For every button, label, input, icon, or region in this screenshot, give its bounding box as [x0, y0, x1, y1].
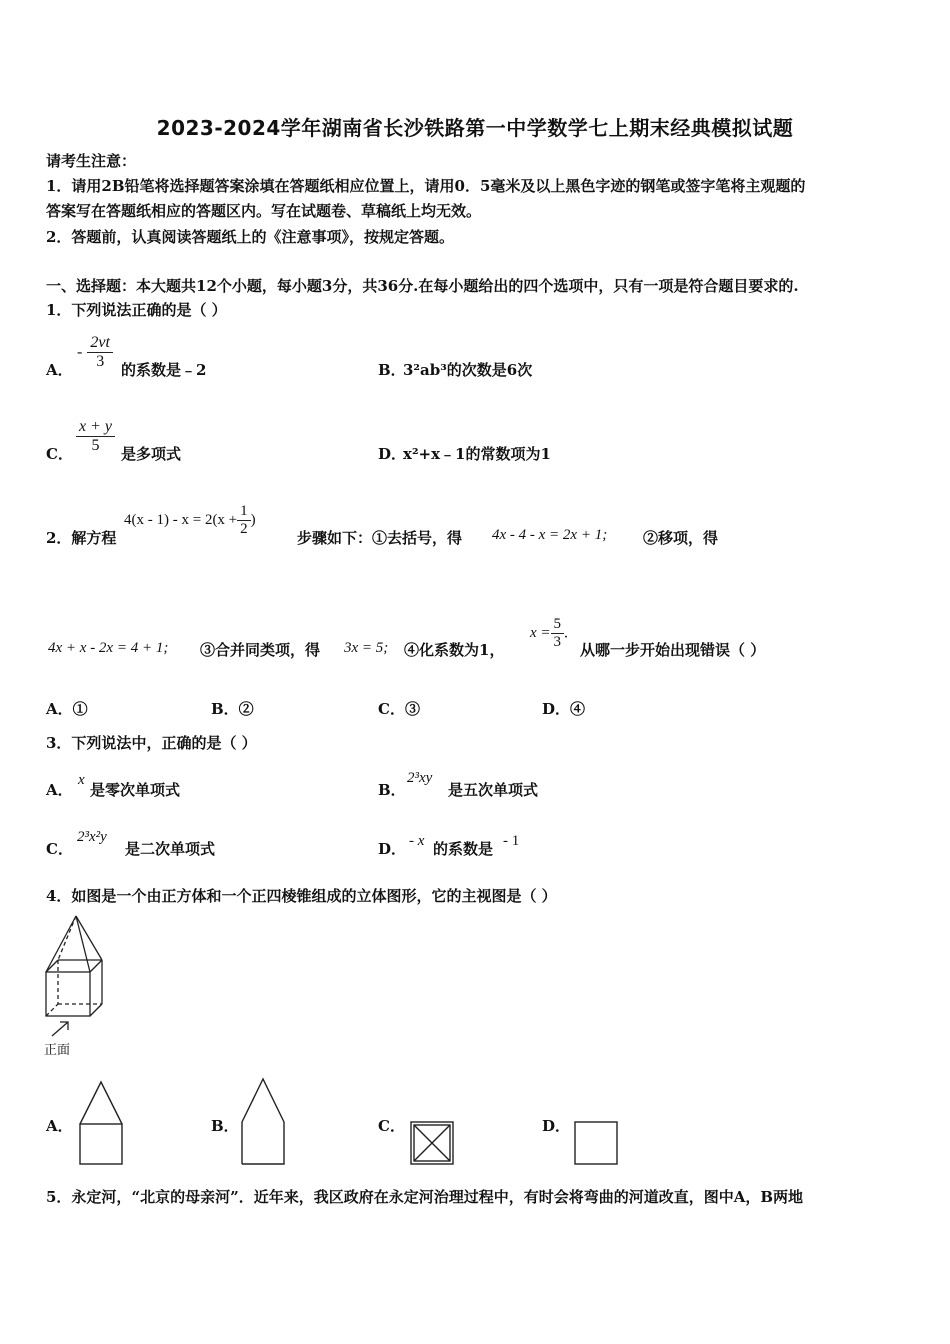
q3-option-c-text: 是二次单项式: [125, 840, 216, 858]
q2-step2-expression: 4x + x - 2x = 4 + 1;: [48, 640, 169, 656]
q1-a-denominator: 3: [96, 353, 105, 370]
q4-option-b-label[interactable]: B．: [211, 1117, 239, 1135]
q2-eq-numerator: 1: [237, 503, 251, 521]
q1-option-d-label[interactable]: D．: [378, 445, 407, 463]
q2-steps-part2: ③合并同类项，得: [200, 641, 321, 659]
q4-option-a-figure[interactable]: [78, 1078, 126, 1168]
cube-pyramid-figure: [40, 912, 110, 1057]
q4-option-c-figure[interactable]: [409, 1120, 455, 1166]
q3-option-d-expr: - x: [409, 833, 425, 849]
q2-step4-denominator: 3: [553, 634, 562, 650]
q1-option-d-text: x²+x﹣1的常数项为1: [403, 445, 551, 463]
q4-option-a-label[interactable]: A．: [46, 1117, 73, 1135]
q2-option-d[interactable]: D．④: [542, 700, 586, 718]
q3-option-a-expr: x: [78, 772, 85, 788]
q4-option-b-figure[interactable]: [240, 1076, 290, 1168]
q1-a-sign: -: [77, 343, 83, 361]
q1-option-b-text: 3²ab³的次数是6次: [403, 361, 533, 379]
notice-line-3: 2．答题前，认真阅读答题纸上的《注意事项》，按规定答题。: [46, 228, 454, 246]
q1-option-b-label[interactable]: B．: [378, 361, 406, 379]
q1-option-c-expr: [76, 418, 115, 455]
q4-option-d-label[interactable]: D．: [542, 1117, 571, 1135]
q2-step4-numerator: 5: [551, 616, 565, 634]
q2-step4-fraction: [551, 616, 565, 651]
q3-option-d-text: 的系数是: [433, 840, 494, 858]
q1-option-c-label[interactable]: C．: [46, 445, 73, 463]
q3-option-a-label[interactable]: A．: [46, 781, 73, 799]
q2-equation-fraction: [237, 503, 251, 538]
q3-option-b-label[interactable]: B．: [378, 781, 406, 799]
q1-c-denominator: 5: [91, 437, 100, 454]
q1-c-numerator: x + y: [76, 418, 115, 437]
notice-line-1: 1．请用2B铅笔将选择题答案涂填在答题纸相应位置上，请用0．5毫米及以上黑色字迹的钢笔或签字笔将主观题的: [46, 177, 806, 195]
q1-option-c-text: 是多项式: [121, 445, 182, 463]
q2-equation: [124, 503, 256, 538]
q3-option-d-value: - 1: [503, 833, 520, 849]
q1-option-a-text: 的系数是﹣2: [121, 361, 207, 379]
question-4-stem: 4．如图是一个由正方体和一个正四棱锥组成的立体图形，它的主视图是（ ）: [46, 887, 557, 905]
page-title: 2023-2024学年湖南省长沙铁路第一中学数学七上期末经典模拟试题: [156, 116, 794, 140]
q2-step1-expression: 4x - 4 - x = 2x + 1;: [492, 527, 608, 543]
question-1-stem: 1．下列说法正确的是（ ）: [46, 301, 227, 319]
q2-steps-part3: ④化系数为1，: [404, 641, 505, 659]
q1-option-a-expr: [77, 334, 113, 371]
q2-step4-expression: [530, 616, 568, 651]
q3-option-d-label[interactable]: D．: [378, 840, 407, 858]
question-3-stem: 3．下列说法中，正确的是（ ）: [46, 734, 257, 752]
front-view-label: 正面: [44, 1043, 71, 1058]
q2-step4-lhs: x =: [530, 625, 551, 641]
q2-steps-part1b: ②移项，得: [643, 529, 719, 547]
q3-option-c-expr: 2³x²y: [77, 829, 107, 845]
q2-equation-main: 4(x - 1) - x = 2(x +: [124, 512, 238, 528]
q2-eq-close: ): [250, 512, 256, 528]
q2-option-c[interactable]: C．③: [378, 700, 420, 718]
q1-a-fraction: [87, 334, 113, 371]
q1-c-fraction: [76, 418, 115, 455]
q2-option-a[interactable]: A．①: [46, 700, 88, 718]
q4-option-d-figure[interactable]: [573, 1120, 619, 1166]
notice-line-2: 答案写在答题纸相应的答题区内。写在试题卷、草稿纸上均无效。: [46, 202, 482, 220]
q2-steps-part4: 从哪一步开始出现错误（ ）: [580, 641, 766, 659]
q3-option-c-label[interactable]: C．: [46, 840, 73, 858]
q2-step4-dot: .: [564, 624, 569, 642]
q1-a-numerator: 2vt: [87, 334, 113, 353]
q3-option-b-expr: 2³xy: [407, 770, 433, 786]
q1-option-a-label[interactable]: A．: [46, 361, 73, 379]
notice-heading: 请考生注意：: [46, 152, 137, 170]
q2-steps-part1: 步骤如下：①去括号，得: [297, 529, 463, 547]
section-heading: 一、选择题：本大题共12个小题，每小题3分，共36分.在每小题给出的四个选项中，只有一项是符合题目要求的.: [46, 277, 799, 295]
question-2-prefix: 2．解方程: [46, 529, 117, 547]
q2-step3-expression: 3x = 5;: [344, 640, 389, 656]
q2-eq-denominator: 2: [240, 521, 248, 537]
q2-option-b[interactable]: B．②: [211, 700, 254, 718]
q3-option-b-text: 是五次单项式: [448, 781, 539, 799]
q3-option-a-text: 是零次单项式: [90, 781, 181, 799]
question-5-stem: 5．永定河，“北京的母亲河”．近年来，我区政府在永定河治理过程中，有时会将弯曲的河道改直，图中A，B两地: [46, 1188, 804, 1206]
q4-option-c-label[interactable]: C．: [378, 1117, 405, 1135]
